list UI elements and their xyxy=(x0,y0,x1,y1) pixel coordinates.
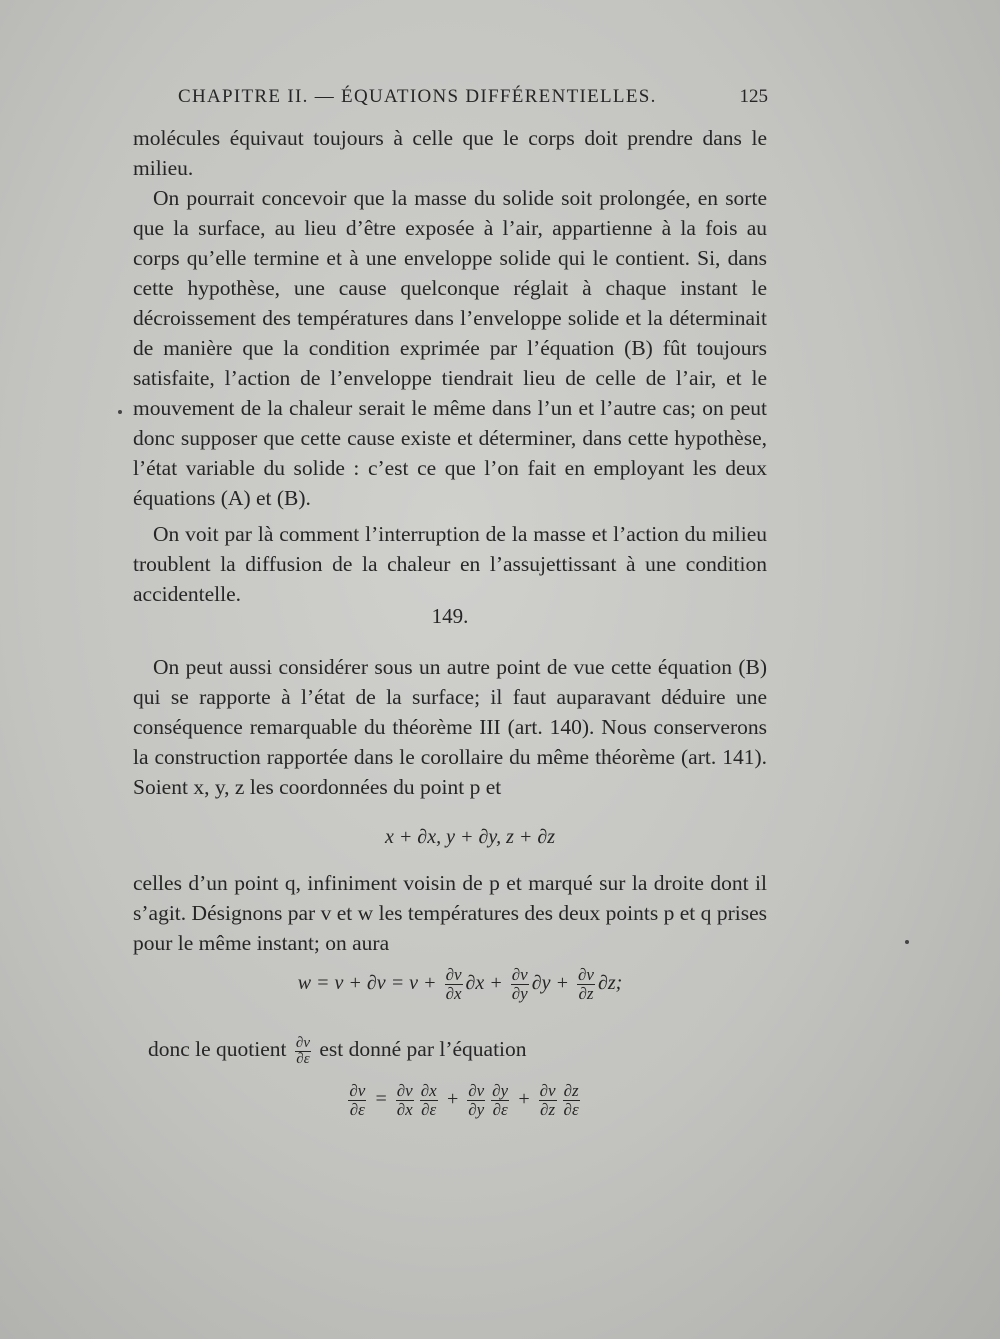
paragraph-6: donc le quotient $\frac{\partial v}{\partial\varepsilon}$ est donné par l’équation xyxy=(148,1034,527,1067)
paragraph-1: molécules équivaut toujours à celle que le corps doit prendre dans le milieu. xyxy=(133,126,767,180)
section-number: 149. xyxy=(431,604,469,628)
print-speck xyxy=(905,940,909,944)
paragraph-4: On peut aussi considérer sous un autre point de vue cette équation (B) qui se rapporte à l’état de la surface; il faut auparavant déduire une conséquence remarquable du théorème III (art. 140). Nous conserverons la construction rapportée dans le corollaire du même théorème (art. 141). Soient x, y, z les coordonnées du point p et xyxy=(133,655,767,799)
page-number: 125 xyxy=(739,86,768,107)
paragraph-2: On pourrait concevoir que la masse du solide soit prolongée, en sorte que la surface, au lieu d’être exposée à l’air, appartienne à la fois au corps qu’elle termine et à une enveloppe solide qui le contient. Si, dans cette hypothèse, une cause quelconque réglait à chaque instant le décroissement des températures dans l’enveloppe solide et la déterminait de manière que la condition exprimée par l’équation (B) fût toujours satisfaite, l’action de l’enveloppe tiendrait lieu de celle de l’air, et le mouvement de la chaleur serait le même dans l’un et l’autre cas; on peut donc supposer que cette cause existe et déterminer, dans cette hypothèse, l’état variable du solide : c’est ce que l’on fait en employant les deux équations (A) et (B). xyxy=(133,186,767,510)
paragraph-3: On voit par là comment l’interruption de la masse et l’action du milieu troublent la diffusion de la chaleur en l’assujettissant à une condition accidentelle. xyxy=(133,522,767,606)
equation-temperature: w = v + ∂v = v + $\frac{\partial v}{\partial x}$ ∂x + $\frac{\partial v}{\partial y}$ ∂y + $\frac{\partial v}{\partial z}$ ∂z; xyxy=(297,965,623,1003)
equation-quotient: $\frac{\partial v}{\partial\varepsilon}$ = $\frac{\partial v}{\partial x}$ $\frac{\partial x}{\partial\varepsilon}$ + $\frac{\partial v}{\partial y}$ $\frac{\partial y}{\partial\varepsilon}$ + $\frac{\partial v}{\partial z}$ $\frac{\partial z}{\partial\varepsilon}$ xyxy=(349,1081,579,1119)
print-speck xyxy=(118,410,122,414)
equation-lhs: w = v + ∂v = v + xyxy=(297,972,437,995)
chapter-title: CHAPITRE II. — ÉQUATIONS DIFFÉRENTIELLES. xyxy=(178,86,657,107)
equation-coordinates: x + ∂x, y + ∂y, z + ∂z xyxy=(384,826,556,848)
paragraph-5: celles d’un point q, infiniment voisin de p et marqué sur la droite dont il s’agit. Désignons par v et w les températures des deux points p et q prises pour le même instant; on aura xyxy=(133,871,767,955)
